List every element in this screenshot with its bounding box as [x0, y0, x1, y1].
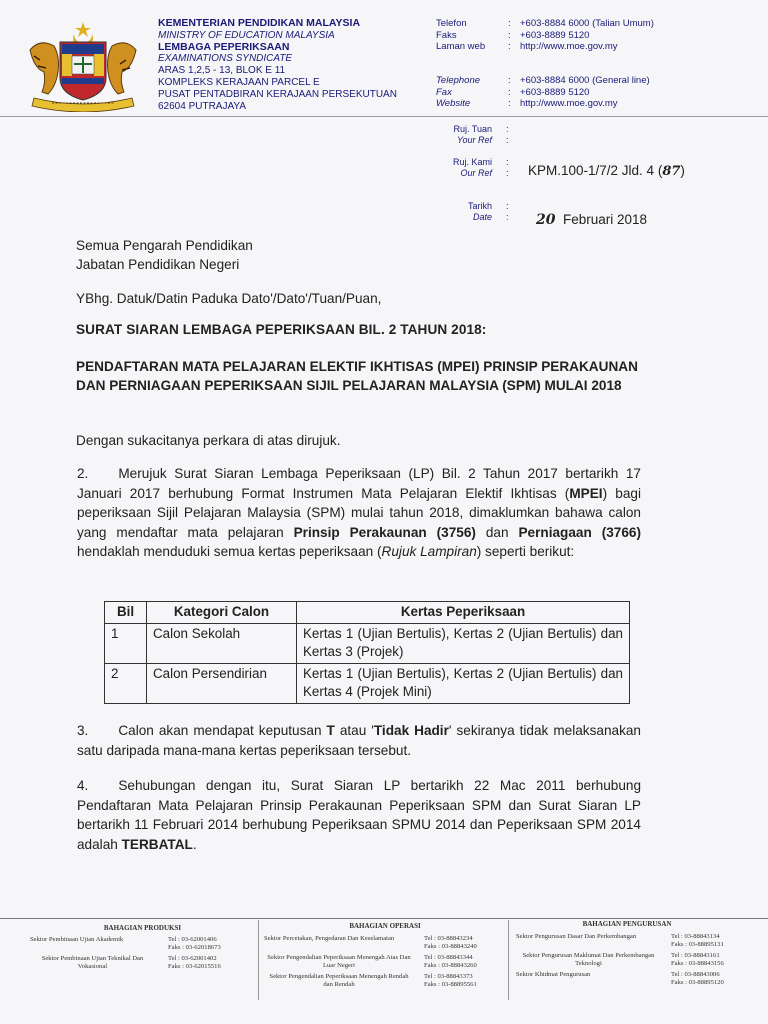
footer-sector: Sektor Pengurusan Maklumat Dan Perkembangan Teknologi [522, 952, 655, 967]
contact-row: Website : http://www.moe.gov.my [436, 98, 618, 110]
text-run-bold: Prinsip Perakaunan (3756) [293, 524, 476, 540]
contact-value: +603-8889 5120 [520, 29, 590, 41]
table-row [105, 623, 630, 663]
coat-of-arms-logo [22, 20, 144, 112]
footer-title: BAHAGIAN PRODUKSI [103, 924, 182, 932]
letterhead-address [158, 18, 397, 112]
paragraph-number: 2. [77, 466, 89, 481]
footer-title: BAHAGIAN OPERASI [349, 922, 421, 930]
our-ref-number: KPM.100-1/7/2 Jld. 4 ( [528, 163, 663, 178]
contact-value: +603-8884 6000 (Talian Umum) [520, 18, 654, 29]
ref-colon: : : [506, 124, 509, 145]
footer-tel: Tel : 03-88843006 [671, 971, 720, 978]
contact-label: Telefon [436, 18, 467, 29]
footer-tel: Tel : 03-62001406 [168, 936, 217, 943]
date-label: Date [472, 212, 492, 222]
table-cell: Calon Persendirian [147, 663, 297, 703]
website-link[interactable]: http://www.moe.gov.my [520, 41, 618, 53]
footer-tel: Tel : 03-88843234 [424, 935, 473, 942]
footer-sector: Sektor Percetakan, Pengedaran Dan Keselamatan [264, 935, 395, 942]
contact-label: Fax [436, 86, 452, 98]
footer-sector: Sektor Pengurusan Dasar Dan Perkembangan [516, 933, 637, 940]
text-run: Calon akan mendapat keputusan [118, 723, 327, 738]
date-day-handwritten: 20 [536, 212, 556, 228]
paragraph-3 [77, 721, 641, 760]
ministry-name-ms: KEMENTERIAN PENDIDIKAN MALAYSIA [158, 17, 361, 29]
footer-faks: Faks : 03-88895120 [671, 979, 724, 986]
address-line: 62604 PUTRAJAYA [158, 100, 247, 112]
text-run-bold: Perniagaan (3766) [518, 524, 642, 540]
footer-faks: Faks : 03-88843240 [424, 943, 477, 950]
footer-faks: Faks : 03-62015516 [168, 963, 221, 970]
footer-faks: Faks : 03-88895561 [424, 981, 477, 988]
paragraph-number: 4. [77, 778, 89, 793]
our-ref-value [528, 163, 685, 179]
footer-col-pengurusan [516, 920, 738, 987]
your-ref-label: Your Ref [456, 135, 492, 145]
footer-sector: Sektor Pembinaan Ujian Teknikal Dan Vokasional [41, 955, 144, 970]
text-run: dan [475, 524, 519, 540]
text-run: Sehubungan dengan itu, Surat Siaran LP bertarikh 22 Mac 2011 berhubung Pendaftaran Mata Pelajaran Prinsip Perakaunan Peperiksaan SPM dan Surat Siaran LP bertarikh 11 Februari 2014 berhubung Peperiksaan SPMU 2014 dan Peperiksaan SPM 2014 adalah [77, 778, 641, 852]
ruj-kami-label: Ruj. Kami [452, 157, 492, 167]
paragraph-2 [77, 464, 641, 562]
contact-value: +603-8884 6000 (General line) [520, 75, 650, 86]
contact-row: Fax : +603-8889 5120 [436, 86, 590, 98]
footer-sector: Sektor Khidmat Pengurusan [516, 971, 591, 978]
footer-col-divider [258, 920, 259, 1000]
table-header: Kategori Calon [147, 602, 297, 624]
table-row [105, 663, 630, 703]
our-ref-label: Our Ref [460, 168, 492, 178]
header-divider [0, 116, 768, 117]
footer-divider [0, 918, 768, 919]
ref-labels-our [420, 157, 492, 179]
footer-faks: Faks : 03-88895131 [671, 941, 724, 948]
letter-date [536, 212, 647, 228]
footer-sector: Sektor Pengendalian Peperiksaan Menengah Atas Dan Luar Negeri [267, 954, 411, 969]
salutation: YBhg. Datuk/Datin Paduka Dato'/Dato'/Tuan/Puan, [76, 291, 382, 306]
table-cell: Calon Sekolah [147, 623, 297, 663]
footer-tel: Tel : 03-88843134 [671, 933, 720, 940]
contact-row: Telefon : +603-8884 6000 (Talian Umum) [436, 18, 654, 29]
date-labels [420, 201, 492, 223]
text-run: ) seperti berikut: [476, 544, 575, 559]
paragraph-number: 3. [77, 723, 89, 738]
footer-col-operasi [264, 922, 506, 989]
website-link[interactable]: http://www.moe.gov.my [520, 98, 618, 110]
footer-tel: Tel : 03-88843344 [424, 954, 473, 961]
addressee-line: Jabatan Pendidikan Negeri [76, 257, 240, 272]
paragraph-4 [77, 776, 641, 854]
footer-col-divider [508, 920, 509, 1000]
footer-faks: Faks : 03-88843156 [671, 960, 724, 967]
subject-line-2: PENDAFTARAN MATA PELAJARAN ELEKTIF IKHTISAS (MPEI) PRINSIP PERAKAUNAN DAN PERNIAGAAN PEPERIKSAAN SIJIL PELAJARAN MALAYSIA (SPM) MULAI 2018 [76, 359, 638, 393]
addressee-line: Semua Pengarah Pendidikan [76, 238, 253, 253]
contact-block-en [436, 75, 736, 110]
footer-tel: Tel : 03-88843161 [671, 952, 720, 959]
subject-line-1: SURAT SIARAN LEMBAGA PEPERIKSAAN BIL. 2 TAHUN 2018: [76, 322, 487, 337]
text-run-bold: TERBATAL [121, 836, 193, 852]
table-cell: Kertas 1 (Ujian Bertulis), Kertas 2 (Ujian Bertulis) dan Kertas 4 (Projek Mini) [297, 663, 630, 703]
contact-label: Telephone [436, 75, 481, 86]
contact-label: Laman web [436, 41, 486, 53]
ruj-tuan-label: Ruj. Tuan [453, 124, 492, 134]
footer-faks: Faks : 03-88843260 [424, 962, 477, 969]
table-header: Kertas Peperiksaan [297, 602, 630, 624]
contact-label: Website [436, 98, 471, 110]
contact-value: +603-8889 5120 [520, 86, 590, 98]
contact-row: Telephone : +603-8884 6000 (General line) [436, 75, 650, 86]
ref-colon: : : [506, 157, 509, 178]
text-run: hendaklah menduduki semua kertas peperiksaan ( [77, 544, 382, 559]
text-run-bold: MPEI [569, 485, 603, 501]
text-run-italic: Rujuk Lampiran [381, 544, 477, 559]
ref-colon: : : [506, 201, 509, 222]
ministry-name-en: MINISTRY OF EDUCATION MALAYSIA [158, 29, 335, 41]
footer-col-produksi [30, 924, 255, 971]
text-run: Merujuk Surat Siaran Lembaga Peperiksaan (LP) Bil. 2 Tahun 2017 bertarikh 17 Januari 2017 berhubung Format Instrumen Mata Pelajaran Elektif Ikhtisas ( [77, 466, 641, 501]
footer-title: BAHAGIAN PENGURUSAN [582, 920, 672, 928]
addressee [76, 236, 253, 274]
intro-paragraph: Dengan sukacitanya perkara di atas dirujuk. [76, 433, 341, 448]
tarikh-label: Tarikh [467, 201, 492, 211]
address-line: PUSAT PENTADBIRAN KERAJAAN PERSEKUTUAN [158, 88, 397, 100]
our-ref-handwritten: 87 [662, 164, 681, 179]
text-run: . [192, 836, 197, 852]
exam-papers-table [104, 601, 630, 704]
board-name-ms: LEMBAGA PEPERIKSAAN [158, 40, 290, 53]
footer-faks: Faks : 03-62018673 [168, 944, 221, 951]
footer-sector: Sektor Pembinaan Ujian Akademik [30, 936, 124, 943]
ref-labels-your [420, 124, 492, 146]
date-month-year: Februari 2018 [563, 212, 648, 227]
address-line: ARAS 1,2,5 - 13, BLOK E 11 [158, 65, 286, 77]
address-line: KOMPLEKS KERAJAAN PARCEL E [158, 76, 320, 88]
footer-tel: Tel : 03-62001402 [168, 955, 217, 962]
table-header: Bil [105, 602, 147, 624]
board-name-en: EXAMINATIONS SYNDICATE [158, 53, 293, 65]
text-run-bold: Tidak Hadir [373, 723, 449, 738]
contact-row: Faks : +603-8889 5120 [436, 29, 590, 41]
our-ref-close: ) [680, 163, 685, 178]
contact-row: Laman web : http://www.moe.gov.my [436, 41, 618, 53]
text-run: ' sekiranya tidak melaksanakan satu daripada mana-mana kertas peperiksaan tersebut. [77, 723, 641, 758]
contact-label: Faks [436, 29, 457, 41]
table-header-row [105, 602, 630, 624]
text-run: atau ' [334, 723, 374, 738]
footer-tel: Tel : 03-88843373 [424, 973, 473, 980]
table-cell: Kertas 1 (Ujian Bertulis), Kertas 2 (Ujian Bertulis) dan Kertas 3 (Projek) [297, 623, 630, 663]
footer-sector: Sektor Pengendalian Peperiksaan Menengah Rendah dan Rendah [269, 973, 409, 988]
table-cell: 2 [105, 663, 147, 703]
text-run-bold: T [326, 723, 335, 738]
text-run: ) bagi peperiksaan Sijil Pelajaran Malaysia (SPM) mulai tahun 2018, dimaklumkan bahawa calon yang mendaftar mata pelajaran [77, 485, 641, 540]
table-cell: 1 [105, 623, 147, 663]
contact-block-ms [436, 18, 736, 53]
